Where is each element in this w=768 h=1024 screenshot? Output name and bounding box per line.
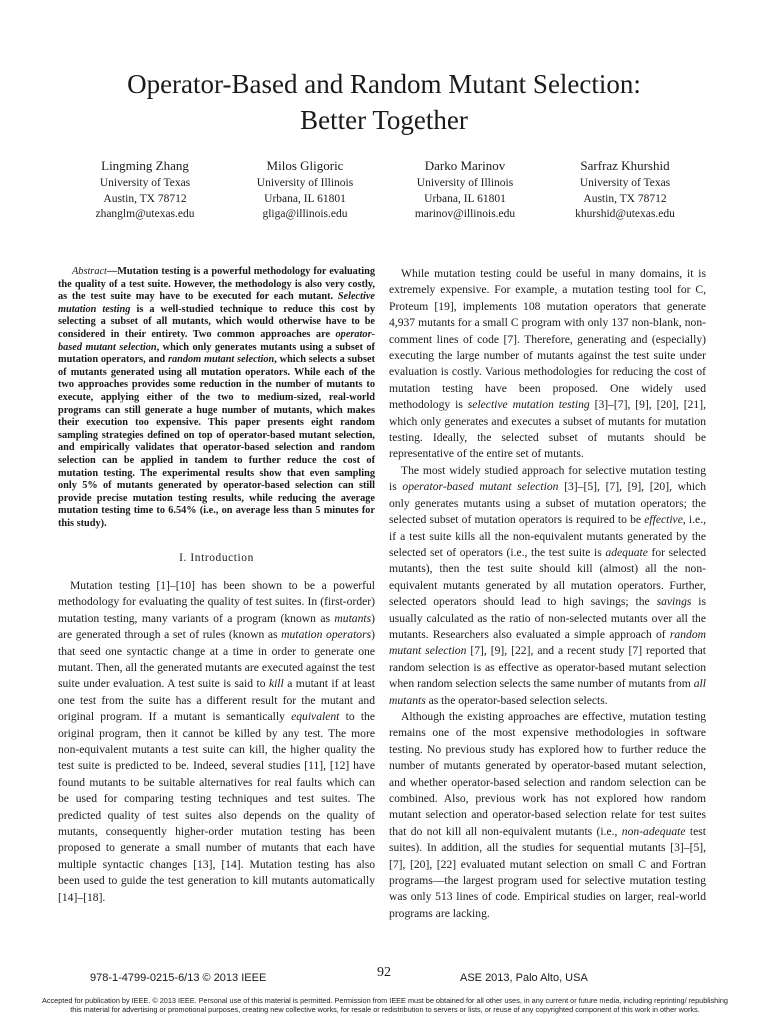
author-name: Darko Marinov [424,158,506,173]
author-address: Urbana, IL 61801 [424,192,506,205]
paper-title [0,66,768,138]
author-name: Lingming Zhang [101,158,189,173]
title-line-2: Better Together [300,105,468,135]
footer-isbn: 978-1-4799-0215-6/13 © 2013 IEEE [90,972,267,984]
author-block [70,157,700,223]
title-line-1: Operator-Based and Random Mutant Selection: [127,69,641,99]
intro-paragraph-3: The most widely studied approach for selective mutation testing is operator-based mutant selection [3]–[5], [7], [9], [20], which only generates mutants using a subset of mutation operators; the selected subset of mutation operators is required to be effective, i.e., if a test suite kills all the non-equivalent mutants generated by the selected set of operators (i.e., the test suite is adequate for selected mutants), then the test suite should kill (almost) all the non-equivalent mutants generated by all mutation operators. Further, selected operators should lead to high savings; the savings is usually calculated as the ratio of non-selected mutants over all the mutants. Researchers also evaluated a simple approach of random mutant selection [7], [9], [22], and a recent study [7] reported that random selection is as effective as operator-based mutant selection when random selection selects the same number of mutants from all mutants as the operator-based selection selects. [389,463,707,707]
abstract: Abstract—Mutation testing is a powerful methodology for evaluating the quality of a test suite. However, the methodology is also very costly, as the test suite may have to be executed for each mutant. Selective mutation testing is a well-studied technique to reduce this cost by selecting a subset of all mutants, which would otherwise have to be considered in their entirety. Two common approaches are operator-based mutant selection, which only generates mutants using a subset of mutation operators, and random mutant selection, which selects a subset of mutants generated using all mutation operators. While each of the two approaches provides some reduction in the number of mutants to execute, applying either of the two to medium-sized, real-world programs can still generate a huge number of mutants, which makes their execution too expensive. This paper presents eight random sampling strategies defined on top of operator-based mutant selection, and empirically validates that operator-based selection and random selection can be applied in tandem to further reduce the cost of mutation testing. The experimental results show that even sampling only 5% of mutants generated by operator-based selection can still provide precise mutation testing results, while reducing the average mutation testing time to 6.54% (i.e., on average less than 5 minutes for this study). [58,266,376,529]
author-name: Sarfraz Khurshid [580,158,670,173]
author-email: khurshid@utexas.edu [575,208,675,220]
abstract-label: Abstract [72,266,107,277]
right-column [389,266,706,922]
author-email: zhanglm@utexas.edu [95,208,195,220]
copyright-notice: Accepted for publication by IEEE. © 2013 IEEE. Personal use of this material is permitted. Permission from IEEE must be obtained for all other uses, in any current or future media, including reprinting/ republishing this material for advertising or promotional purposes, creating new collective works, for resale or redistribution to servers or lists, or reuse of any copyrighted component of this work in other works. [42,996,728,1014]
author-name: Milos Gligoric [266,158,344,173]
intro-paragraph-1: Mutation testing [1]–[10] has been shown to be a powerful methodology for evaluating the quality of test suites. In (first-order) mutation testing, many variants of a program (known as mutants) are generated through a set of rules (known as mutation operators) that seed one syntactic change at a time in order to generate one mutant. Then, all the generated mutants are executed against the test suite under evaluation. A test suite is said to kill a mutant if at least one test from the suite has a different result for the mutant and original program. If a mutant is semantically equivalent to the original program, then it cannot be killed by any test. The more non-equivalent mutants a test suite can kill, the higher quality the test suite is predicted to be. Indeed, several studies [11], [12] have found mutants to be suitable alternatives for real faults which can be used for comparing testing techniques and test suites. The predicted quality of test suites also depends on the quality of mutants, consequently higher-order mutation testing has been proposed to generate a small number of mutants that each have multiple syntactic changes [13], [14]. Mutation testing has also been used to guide the test generation to kill mutants automatically [14]–[18]. [58,578,375,904]
intro-paragraph-2: While mutation testing could be useful in many domains, it is extremely expensive. For example, a mutation testing tool for C, Proteum [19], implements 108 mutation operators that generate 4,937 mutants for a small C program with only 137 non-blank, non-comment lines of code [7]. Therefore, generating and (especially) executing the large number of mutants against the test suite under evaluation is costly. Various methodologies for reducing the cost of mutation testing have been proposed. One widely used methodology is selective mutation testing [3]–[7], [9], [20], [21], which only generates and executes a subset of mutants for mutation testing. Ideally, the selected subset of mutants should be representative of the entire set of mutants. [389,267,706,461]
author-1 [70,157,220,223]
left-column [58,266,375,906]
author-address: Austin, TX 78712 [583,192,667,205]
author-affiliation: University of Texas [99,177,191,189]
author-3 [390,157,540,223]
author-4 [550,157,700,223]
author-address: Urbana, IL 61801 [264,192,346,205]
author-address: Austin, TX 78712 [103,192,187,205]
author-email: marinov@illinois.edu [414,208,516,220]
author-affiliation: University of Texas [579,177,671,189]
section-heading: I. Introduction [179,552,254,565]
footer-venue: ASE 2013, Palo Alto, USA [460,972,588,984]
author-email: gliga@illinois.edu [262,208,348,220]
page-number: 92 [377,965,391,980]
author-affiliation: University of Illinois [256,177,354,189]
author-affiliation: University of Illinois [416,177,514,189]
author-2 [230,157,380,223]
intro-paragraph-4: Although the existing approaches are effective, mutation testing remains one of the most expensive methodologies in software testing. No previous study has explored how to further reduce the number of mutants generated by operator-based mutant selection, and whether operator-based selection and random selection can be combined. Also, previous work has not explored how random mutant selection and operator-based selection relate for test suites that do not kill all non-equivalent mutants (i.e., non-adequate test suites). In addition, all the studies for sequential mutants [3]–[5], [7], [20], [22] evaluated mutant selection on small C and Fortran programs—the largest program used for selective mutation testing was only 513 lines of code. Empirical studies on larger, real-world programs are lacking. [389,709,706,920]
